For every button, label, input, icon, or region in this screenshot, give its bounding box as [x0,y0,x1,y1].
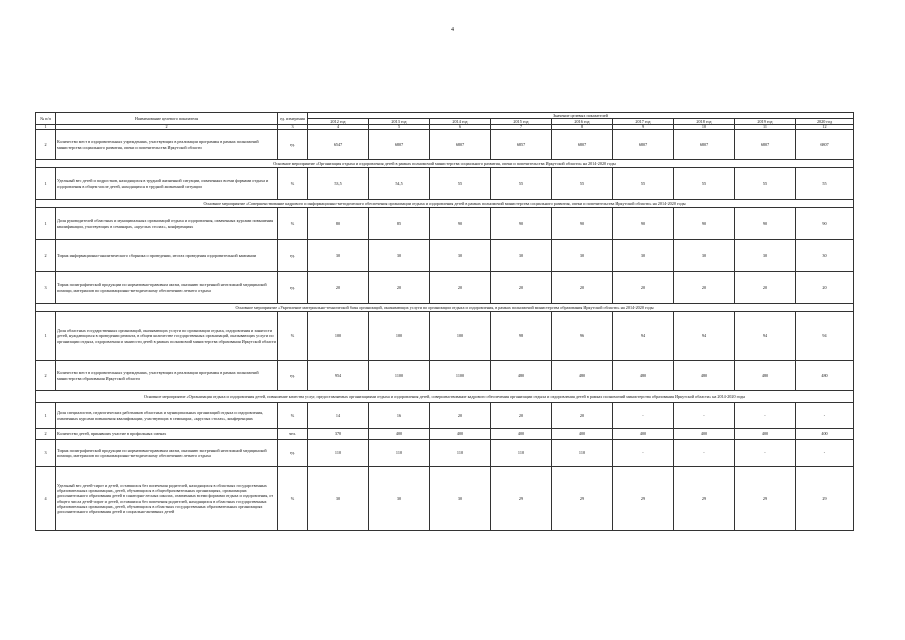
value-cell: 6807 [430,130,491,160]
unit: ед. [278,440,308,467]
value-cell: 29 [674,467,735,531]
value-cell: 98 [491,312,552,361]
value-cell: 110 [308,440,369,467]
value-cell: 30 [308,467,369,531]
indicator-name: Тираж полиграфической продукции по нормативно-правовым актам, оказанию экстренной неотложной медицинской помощи, материалов по организационно-методическому обеспечению летнего отдыха [56,272,278,304]
value-cell: 20 [674,272,735,304]
value-cell: 400 [674,429,735,440]
column-number: 6 [430,125,491,130]
value-cell: - [674,403,735,429]
value-cell: 6807 [674,130,735,160]
value-cell: 110 [552,440,613,467]
value-cell: - [796,403,854,429]
indicator-name: Доля специалистов, педагогических работников областных и муниципальных организаций отдыха и оздоровления, охваченных курсами повышения квалификации, участвующих в семинарах, «круглых столах», конференциях [56,403,278,429]
value-cell: 400 [796,429,854,440]
row-number: 1 [36,208,56,240]
value-cell: 14 [308,403,369,429]
column-number: 11 [735,125,796,130]
table-row [36,168,854,200]
value-cell: 30 [674,240,735,272]
value-cell: - [613,440,674,467]
unit: ед. [278,361,308,391]
value-cell: - [796,440,854,467]
value-cell: 94 [735,312,796,361]
section-heading: Основное мероприятие «Организация отдыха и оздоровления детей, повышение качества услуг, предоставляемых организациями отдыха и оздоровления детей, совершенствование кадрового обеспечения организации отдыха и оздоровления детей в рамках полномочий министерства образования Иркутской области» на 2014-2020 годы [36,391,854,403]
value-cell: 55 [552,168,613,200]
header-year: 2012 год [308,119,369,125]
indicator-name: Доля руководителей областных и муниципальных организаций отдыха и оздоровления, охваченных курсами повышения квалификации, участвующих в семинарах, «круглых столах», конференциях [56,208,278,240]
value-cell: 20 [430,403,491,429]
unit: % [278,403,308,429]
indicator-name: Тираж информационно-аналитического сборника о проведении, итогах проведения оздоровительной кампании [56,240,278,272]
value-cell: 400 [369,429,430,440]
section-heading-row [36,160,854,168]
value-cell: - [613,403,674,429]
value-cell: 30 [735,240,796,272]
value-cell: 30 [613,240,674,272]
value-cell: 96 [552,312,613,361]
row-number: 2 [36,130,56,160]
section-heading: Основное мероприятие «Совершенствование кадрового и информационно-методического обеспечения организации отдыха и оздоровления детей в рамках полномочий министерства социального развития, опеки и попечительства Иркутской области» на 2014-2020 годы [36,200,854,208]
value-cell: 16 [369,403,430,429]
value-cell: 480 [613,361,674,391]
value-cell: 30 [430,240,491,272]
unit: % [278,208,308,240]
value-cell: 480 [491,361,552,391]
header-num: № п/п [36,113,56,125]
indicator-name: Удельный вес детей-сирот и детей, оставшихся без попечения родителей, находящихся в областных государственных образовательных организациях, детей, обучающихся в общеобразовательных организациях, организациях дополнительного образования детей в санаторно-лесных школах, охваченных всеми формами отдыха и оздоровления, от общего числа детей-сирот и детей, оставшихся без попечения родителей, находящихся в областных государственных образовательных организациях, детей, обучающихся в областных государственных образовательных организациях дополнительного образования детей и социально-активных детей [56,467,278,531]
header-year: 2016 год [552,119,613,125]
row-number: 1 [36,168,56,200]
value-cell: 30 [308,240,369,272]
value-cell: 100 [308,312,369,361]
value-cell: 80 [308,208,369,240]
value-cell: 100 [430,312,491,361]
column-number: 12 [796,125,854,130]
value-cell: 20 [491,272,552,304]
header-year: 2014 год [430,119,491,125]
column-number: 3 [278,125,308,130]
value-cell: 30 [369,240,430,272]
value-cell: 29 [735,467,796,531]
table-row [36,312,854,361]
value-cell: 20 [613,272,674,304]
value-cell: 20 [491,403,552,429]
page-number: 4 [451,27,454,33]
header-name: Наименование целевого показателя [56,113,278,125]
value-cell: 100 [369,312,430,361]
section-heading-row [36,304,854,312]
unit: ед. [278,272,308,304]
value-cell: 90 [552,208,613,240]
unit: ед. [278,240,308,272]
value-cell: 400 [613,429,674,440]
value-cell: 55 [674,168,735,200]
table-row [36,208,854,240]
table-row [36,130,854,160]
value-cell: 400 [430,429,491,440]
row-number: 1 [36,312,56,361]
value-cell: 55 [613,168,674,200]
header-year: 2019 год [735,119,796,125]
value-cell: 90 [491,208,552,240]
indicator-name: Удельный вес детей и подростков, находящихся в трудной жизненной ситуации, охваченных всеми формами отдыха и оздоровления в общем числе детей, находящихся в трудной жизненной ситуации [56,168,278,200]
value-cell: 30 [796,240,854,272]
value-cell: 54,5 [369,168,430,200]
table-row [36,467,854,531]
section-heading-row [36,200,854,208]
column-number: 5 [369,125,430,130]
value-cell: - [735,403,796,429]
unit: % [278,467,308,531]
value-cell: 90 [674,208,735,240]
header-unit: ед. измерения [278,113,308,125]
value-cell: 6807 [613,130,674,160]
section-heading-row [36,391,854,403]
value-cell: 20 [308,272,369,304]
table-row [36,440,854,467]
value-cell: 20 [796,272,854,304]
value-cell: 94 [796,312,854,361]
value-cell: - [674,440,735,467]
value-cell: 94 [613,312,674,361]
value-cell: 90 [430,208,491,240]
value-cell: 20 [552,272,613,304]
value-cell: 29 [552,467,613,531]
value-cell: 29 [796,467,854,531]
header-year: 2018 год [674,119,735,125]
row-number: 2 [36,240,56,272]
value-cell: 480 [735,361,796,391]
value-cell: 6807 [796,130,854,160]
value-cell: 94 [674,312,735,361]
table-row [36,361,854,391]
value-cell: 400 [491,429,552,440]
unit: чел. [278,429,308,440]
value-cell: 480 [796,361,854,391]
value-cell: 55 [430,168,491,200]
value-cell: 20 [369,272,430,304]
value-cell: 85 [369,208,430,240]
header-year: 2020 год [796,119,854,125]
column-number: 8 [552,125,613,130]
value-cell: 480 [674,361,735,391]
indicator-name: Доля областных государственных организаций, оказывающих услуги по организации отдыха, оздоровления и занятости детей, нуждающихся в проведении ремонта, в общем количестве государственных организаций, оказывающих услуги по организации отдыха, оздоровления и занятости детей в рамках полномочий министерства образования Иркутской области [56,312,278,361]
header-year: 2015 год [491,119,552,125]
unit: % [278,168,308,200]
value-cell: 30 [491,240,552,272]
value-cell: 30 [430,467,491,531]
value-cell: 6807 [552,130,613,160]
value-cell: 20 [552,403,613,429]
row-number: 1 [36,403,56,429]
unit: % [278,312,308,361]
section-heading: Основное мероприятие «Организация отдыха и оздоровления детей в рамках полномочий министерства социального развития, опеки и попечительства Иркутской области» на 2014-2020 годы [36,160,854,168]
value-cell: 55 [735,168,796,200]
column-number: 10 [674,125,735,130]
indicator-name: Тираж полиграфической продукции по нормативно-правовым актам, оказанию экстренной неотложной медицинской помощи, материалов по организационно-методическому обеспечению летнего отдыха [56,440,278,467]
unit: ед. [278,130,308,160]
value-cell: 20 [430,272,491,304]
row-number: 2 [36,429,56,440]
row-number: 3 [36,440,56,467]
value-cell: 55 [796,168,854,200]
header-year: 2013 год [369,119,430,125]
value-cell: 55 [491,168,552,200]
value-cell: 480 [552,361,613,391]
table-row [36,429,854,440]
header-values-group: Значение целевых показателей [308,113,854,119]
row-number: 3 [36,272,56,304]
value-cell: 30 [552,240,613,272]
table-row [36,240,854,272]
column-number: 4 [308,125,369,130]
value-cell: 954 [308,361,369,391]
value-cell: 90 [796,208,854,240]
column-number: 7 [491,125,552,130]
value-cell: 370 [308,429,369,440]
value-cell: 110 [369,440,430,467]
value-cell: 6857 [491,130,552,160]
value-cell: 29 [491,467,552,531]
table-row [36,403,854,429]
header-year: 2017 год [613,119,674,125]
value-cell: 90 [735,208,796,240]
value-cell: 400 [552,429,613,440]
indicator-name: Количество мест в оздоровительных учреждениях, участвующих в реализации программы в рамках полномочий министерства социального развития, опеки и попечительства Иркутской области [56,130,278,160]
column-number: 2 [56,125,278,130]
value-cell: 400 [735,429,796,440]
value-cell: 30 [369,467,430,531]
column-number: 1 [36,125,56,130]
indicator-name: Количество мест в оздоровительных учреждениях, участвующих в реализации программы в рамках полномочий министерства образования Иркутской области [56,361,278,391]
value-cell: 29 [613,467,674,531]
value-cell: - [735,440,796,467]
value-cell: 53,5 [308,168,369,200]
row-number: 2 [36,361,56,391]
column-number: 9 [613,125,674,130]
value-cell: 1100 [369,361,430,391]
section-heading: Основное мероприятие «Укрепление материально-технической базы организаций, оказывающих услуги по организации отдыха и оздоровления, в рамках полномочий министерства образования Иркутской области» на 2014-2020 годы [36,304,854,312]
value-cell: 1100 [430,361,491,391]
value-cell: 6547 [308,130,369,160]
targets-table [35,112,854,531]
value-cell: 6807 [369,130,430,160]
value-cell: 110 [430,440,491,467]
value-cell: 90 [613,208,674,240]
value-cell: 6807 [735,130,796,160]
value-cell: 110 [491,440,552,467]
row-number: 4 [36,467,56,531]
indicator-name: Количество детей, принявших участие в профильных сменах [56,429,278,440]
table-row [36,272,854,304]
value-cell: 20 [735,272,796,304]
